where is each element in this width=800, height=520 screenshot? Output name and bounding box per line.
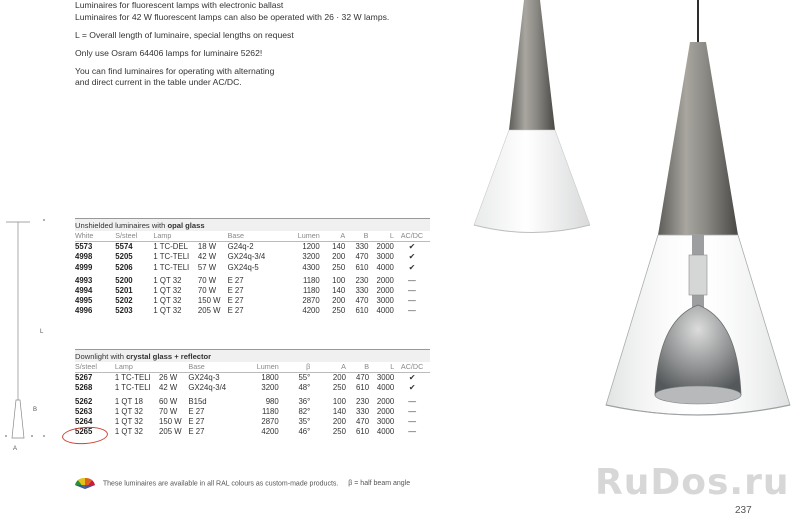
intro-line-acdc-1: You can find luminaires for operating with alternating [75,65,275,76]
table-cell: 610 [355,306,369,316]
table-title [75,349,430,362]
table-cell: 5200 [115,275,133,285]
table-cell: 2000 [376,275,394,285]
table-cell: 18 W [197,242,217,252]
table-cell: 1 QT 32 [114,417,143,427]
article-number: 4995 [75,296,93,306]
table-title [75,218,430,231]
table-opal-glass [75,218,430,317]
table-cell: 200 [332,417,346,427]
intro-line-length: L = Overall length of luminaire, special lengths on request [75,29,294,40]
table-cell: 470 [355,296,369,306]
table-cell: 205 W [197,306,221,316]
table-cell: 2870 [302,296,320,306]
pendant-luminaire-photo [440,0,800,520]
page-number: 237 [735,505,752,516]
footnote-beta: β = half beam angle [348,480,411,488]
table-cell: 3000 [376,417,395,427]
table-cell: ✔ [408,383,416,393]
table-title-plain: Unshielded luminaires with [75,221,168,230]
col-lamp: Lamp [115,362,159,373]
table-cell: 5205 [115,252,133,262]
table-title-plain: Downlight with [75,352,127,361]
footnote-ral: These luminaires are available in all RAL colours as custom-made products. [102,480,339,488]
table-cell: 48° [298,383,311,393]
label-b: B [33,407,38,413]
table-cell: E 27 [227,286,244,296]
table-cell: 4000 [376,306,394,316]
table-cell: GX24q-3/4 [227,252,266,262]
table-cell: 1 QT 32 [114,427,143,437]
table-title-bold: opal glass [167,221,205,230]
table-cell: 2870 [261,417,279,427]
article-number: 5573 [75,242,93,252]
table-cell: 70 W [197,275,217,285]
table-cell: 1 TC-TELI [153,252,190,262]
data-table [75,231,430,317]
col-lumen: Lumen [243,362,279,373]
article-number: 4994 [75,286,93,296]
table-row [75,263,430,273]
table-cell: 3000 [376,296,394,306]
table-cell: 470 [356,373,370,383]
table-cell: ✔ [408,373,416,383]
table-cell: 46° [298,427,311,437]
table-cell: 1 QT 32 [153,275,182,285]
table-row [75,252,430,262]
footnote [75,477,410,490]
table-cell: 5202 [115,296,133,306]
table-cell: ✔ [408,242,416,252]
table-cell: 3200 [261,383,279,393]
table-cell: 1 TC-TELI [114,373,151,383]
table-row [75,306,430,316]
table-cell: E 27 [188,417,205,427]
table-cell: E 27 [227,275,244,285]
table-cell: 2000 [376,242,394,252]
table-cell: G24q-2 [227,242,254,252]
col-acdc: AC/DC [394,362,430,373]
table-cell: GX24q-3/4 [188,383,227,393]
table-cell: 330 [355,286,369,296]
table-row [75,383,430,393]
table-cell: 250 [332,306,346,316]
column-headers [75,362,430,373]
table-cell: 250 [332,262,346,272]
table-cell: 3000 [376,252,394,262]
table-cell: 1 TC-DEL [153,242,188,252]
table-cell: 470 [355,252,369,262]
article-number: 5264 [75,417,93,427]
table-cell: B15d [188,396,207,406]
table-cell: 1 QT 32 [153,306,182,316]
ral-colour-wheel-icon [75,477,95,490]
col-a: A [320,231,345,242]
col-base: Base [188,362,243,373]
col-acdc: AC/DC [394,231,430,242]
col-l: L [369,362,394,373]
table-cell: 70 W [159,406,178,416]
watermark: RuDos.ru [595,462,790,503]
table-cell: 200 [332,296,346,306]
intro-text [75,0,475,89]
table-cell: 4300 [302,262,320,272]
table-cell: 330 [356,406,370,416]
table-row [75,286,430,296]
label-l: L [40,329,44,335]
table-cell: 5206 [115,262,133,272]
table-cell: 42 W [159,383,178,393]
table-cell: — [408,396,417,406]
table-cell: 150 W [197,296,221,306]
table-cell: 205 W [159,427,182,437]
table-crystal-glass [75,349,430,437]
table-cell: 980 [265,396,279,406]
table-cell: 57 W [197,262,217,272]
col-lamp: Lamp [153,231,198,242]
table-cell: 26 W [159,373,178,383]
label-a: A [13,446,18,452]
table-cell: 1800 [261,373,279,383]
table-row [75,373,430,384]
table-cell: GX24q-5 [227,262,259,272]
table-cell: 2000 [376,286,394,296]
table2-body [75,373,430,438]
article-number: 4998 [75,252,93,262]
table-cell: 230 [355,275,369,285]
intro-line-42w: Luminaires for 42 W fluorescent lamps can also be operated with 26 · 32 W lamps. [75,11,390,22]
table-cell: 200 [332,252,346,262]
table-cell: E 27 [227,296,244,306]
col-white: White [75,231,115,242]
article-number: 4993 [75,275,93,285]
data-table [75,362,430,437]
table-cell: 1180 [261,406,279,416]
col-steel: S/steel [75,362,115,373]
table-row [75,417,430,427]
table-cell: ✔ [408,262,416,272]
col-b: B [345,231,368,242]
col-steel: S/steel [115,231,153,242]
table-cell: 610 [355,262,369,272]
col-l: L [368,231,393,242]
col-a: A [310,362,346,373]
table-cell: 200 [332,373,346,383]
table-cell: 4200 [261,427,279,437]
intro-line-ballast: Luminaires for fluorescent lamps with electronic ballast [75,0,284,10]
table-cell: 36° [298,396,311,406]
table-title-bold: crystal glass + reflector [126,352,212,361]
table-cell: 5574 [115,242,133,252]
table-cell: 1180 [302,286,320,296]
table-cell: 610 [356,383,370,393]
table-cell: E 27 [188,427,205,437]
article-number: 5262 [75,396,93,406]
dimension-sketch [0,200,60,460]
article-number: 5265 [75,427,93,437]
col-watt [198,231,228,242]
table-cell: — [408,406,417,416]
col-b: B [346,362,369,373]
table-cell: E 27 [188,406,205,416]
table-cell: — [408,286,416,296]
table-cell: 4000 [376,262,394,272]
table-cell: 150 W [159,417,182,427]
table-cell: 1 QT 32 [153,286,182,296]
table-cell: — [408,427,417,437]
table-cell: GX24q-3 [188,373,220,383]
table-cell: 1200 [302,242,320,252]
col-base: Base [228,231,283,242]
table-cell: 250 [332,383,346,393]
table-cell: 140 [332,406,346,416]
table-cell: ✔ [408,252,416,262]
column-headers [75,231,430,242]
table-cell: 4000 [376,427,395,437]
article-number: 5267 [75,373,93,383]
table-cell: 3200 [302,252,320,262]
table-cell: E 27 [227,306,244,316]
table-cell: — [408,417,417,427]
table1-body [75,242,430,317]
table-cell: 230 [356,396,370,406]
article-number: 4996 [75,306,93,316]
table-row [75,273,430,286]
table-row [75,242,430,253]
article-number: 5263 [75,406,93,416]
table-cell: 1 QT 32 [114,406,143,416]
luminaire-crystal [606,0,790,415]
table-cell: 1180 [302,275,320,285]
table-cell: 42 W [197,252,217,262]
table-cell: 4000 [376,383,395,393]
table-cell: 82° [298,406,311,416]
table-cell: 60 W [159,396,178,406]
table-cell: 100 [332,396,346,406]
table-cell: 330 [355,242,369,252]
hand-drawn-circle [61,425,108,445]
col-lumen: Lumen [283,231,320,242]
table-cell: 4200 [302,306,320,316]
luminaire-opal [474,0,590,233]
col-beta: β [279,362,311,373]
table-cell: 610 [356,427,370,437]
table-row [75,427,430,437]
table-cell: 2000 [376,396,395,406]
table-cell: 470 [356,417,370,427]
table-cell: 5203 [115,306,133,316]
table-row [75,407,430,417]
table-cell: 1 QT 32 [153,296,182,306]
table-cell: — [408,306,416,316]
table-cell: 3000 [376,373,395,383]
table-row [75,296,430,306]
table-row [75,394,430,407]
col-watt [159,362,188,373]
table-cell: 250 [332,427,346,437]
table-cell: 140 [332,286,346,296]
table-cell: 100 [332,275,346,285]
table-cell: 1 QT 18 [114,396,143,406]
intro-line-acdc-2: and direct current in the table under AC/DC. [75,77,242,88]
table-cell: 1 TC-TELI [153,262,190,272]
table-cell: 2000 [376,406,395,416]
table-cell: 35° [298,417,311,427]
table-cell: 1 TC-TELI [114,383,151,393]
article-number: 4999 [75,262,93,272]
table-cell: 55° [298,373,311,383]
table-cell: 5201 [115,286,133,296]
table-cell: — [408,275,416,285]
intro-line-osram: Only use Osram 64406 lamps for luminaire 5262! [75,47,263,58]
table-cell: 140 [332,242,346,252]
article-number: 5268 [75,383,93,393]
table-cell: 70 W [197,286,217,296]
table-cell: — [408,296,416,306]
